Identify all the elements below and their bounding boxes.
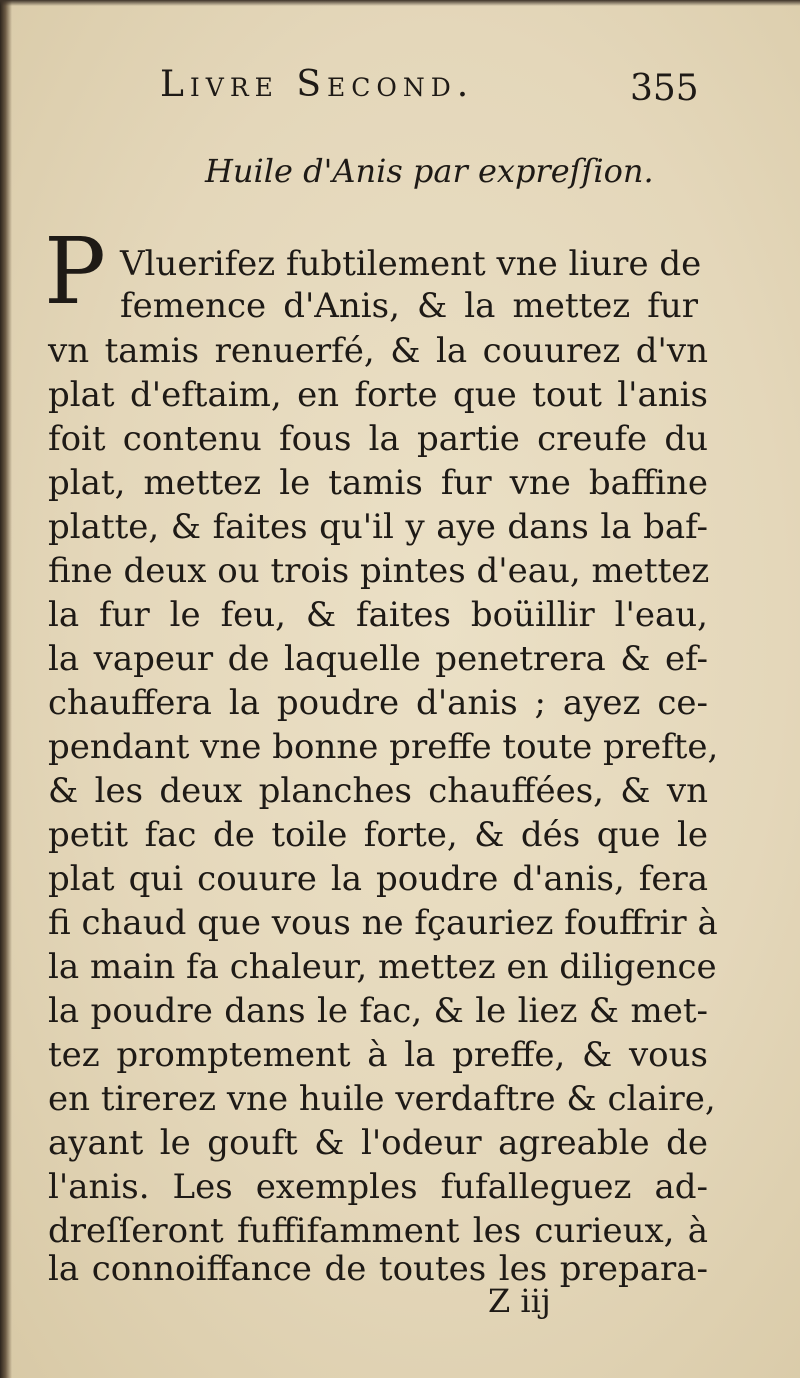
body-line-14: petit fac de toile forte, & dés que le xyxy=(48,815,708,855)
body-line-24: la connoiffance de toutes les prepara- xyxy=(48,1249,708,1289)
body-line-17: la main fa chaleur, mettez en diligence xyxy=(48,947,717,987)
body-line-6: plat, mettez le tamis fur vne baffine xyxy=(48,463,708,503)
body-line-21: ayant le gouft & l'odeur agreable de xyxy=(48,1123,708,1163)
body-line-4: plat d'eftaim, en forte que tout l'anis xyxy=(48,375,708,415)
drop-cap: P xyxy=(44,218,106,325)
body-line-2: femence d'Anis, & la mettez fur xyxy=(120,286,698,326)
running-head: Livre Second. xyxy=(160,64,475,105)
body-line-7: platte, & faites qu'il y aye dans la baf- xyxy=(48,507,708,547)
page-number: 355 xyxy=(630,68,699,109)
body-line-13: & les deux planches chauffées, & vn xyxy=(48,771,708,811)
body-line-8: fine deux ou trois pintes d'eau, mettez xyxy=(48,551,710,591)
body-line-10: la vapeur de laquelle penetrera & ef- xyxy=(48,639,708,679)
section-title: Huile d'Anis par expreſſion. xyxy=(205,152,654,190)
body-line-9: la fur le feu, & faites boüillir l'eau, xyxy=(48,595,708,635)
body-line-23: dreſſeront fuffifamment les curieux, à xyxy=(48,1211,708,1251)
body-line-11: chauffera la poudre d'anis ; ayez ce- xyxy=(48,683,708,723)
body-line-1: Vluerifez fubtilement vne liure de xyxy=(120,244,702,284)
gutter-shadow xyxy=(0,0,12,1378)
page-header xyxy=(160,64,720,114)
body-line-18: la poudre dans le fac, & le liez & met- xyxy=(48,991,708,1031)
top-edge-shadow xyxy=(0,0,800,6)
body-line-20: en tirerez vne huile verdaftre & claire, xyxy=(48,1079,716,1119)
body-line-19: tez promptement à la preffe, & vous xyxy=(48,1035,708,1075)
body-line-15: plat qui couure la poudre d'anis, fera xyxy=(48,859,708,899)
body-line-12: pendant vne bonne preffe toute prefte, xyxy=(48,727,719,767)
signature-mark: Z iij xyxy=(488,1282,551,1320)
body-line-5: foit contenu fous la partie creufe du xyxy=(48,419,708,459)
body-line-16: fi chaud que vous ne fçauriez fouffrir à xyxy=(48,903,718,943)
body-line-22: l'anis. Les exemples fufalleguez ad- xyxy=(48,1167,708,1207)
body-line-3: vn tamis renuerfé, & la couurez d'vn xyxy=(48,331,708,371)
